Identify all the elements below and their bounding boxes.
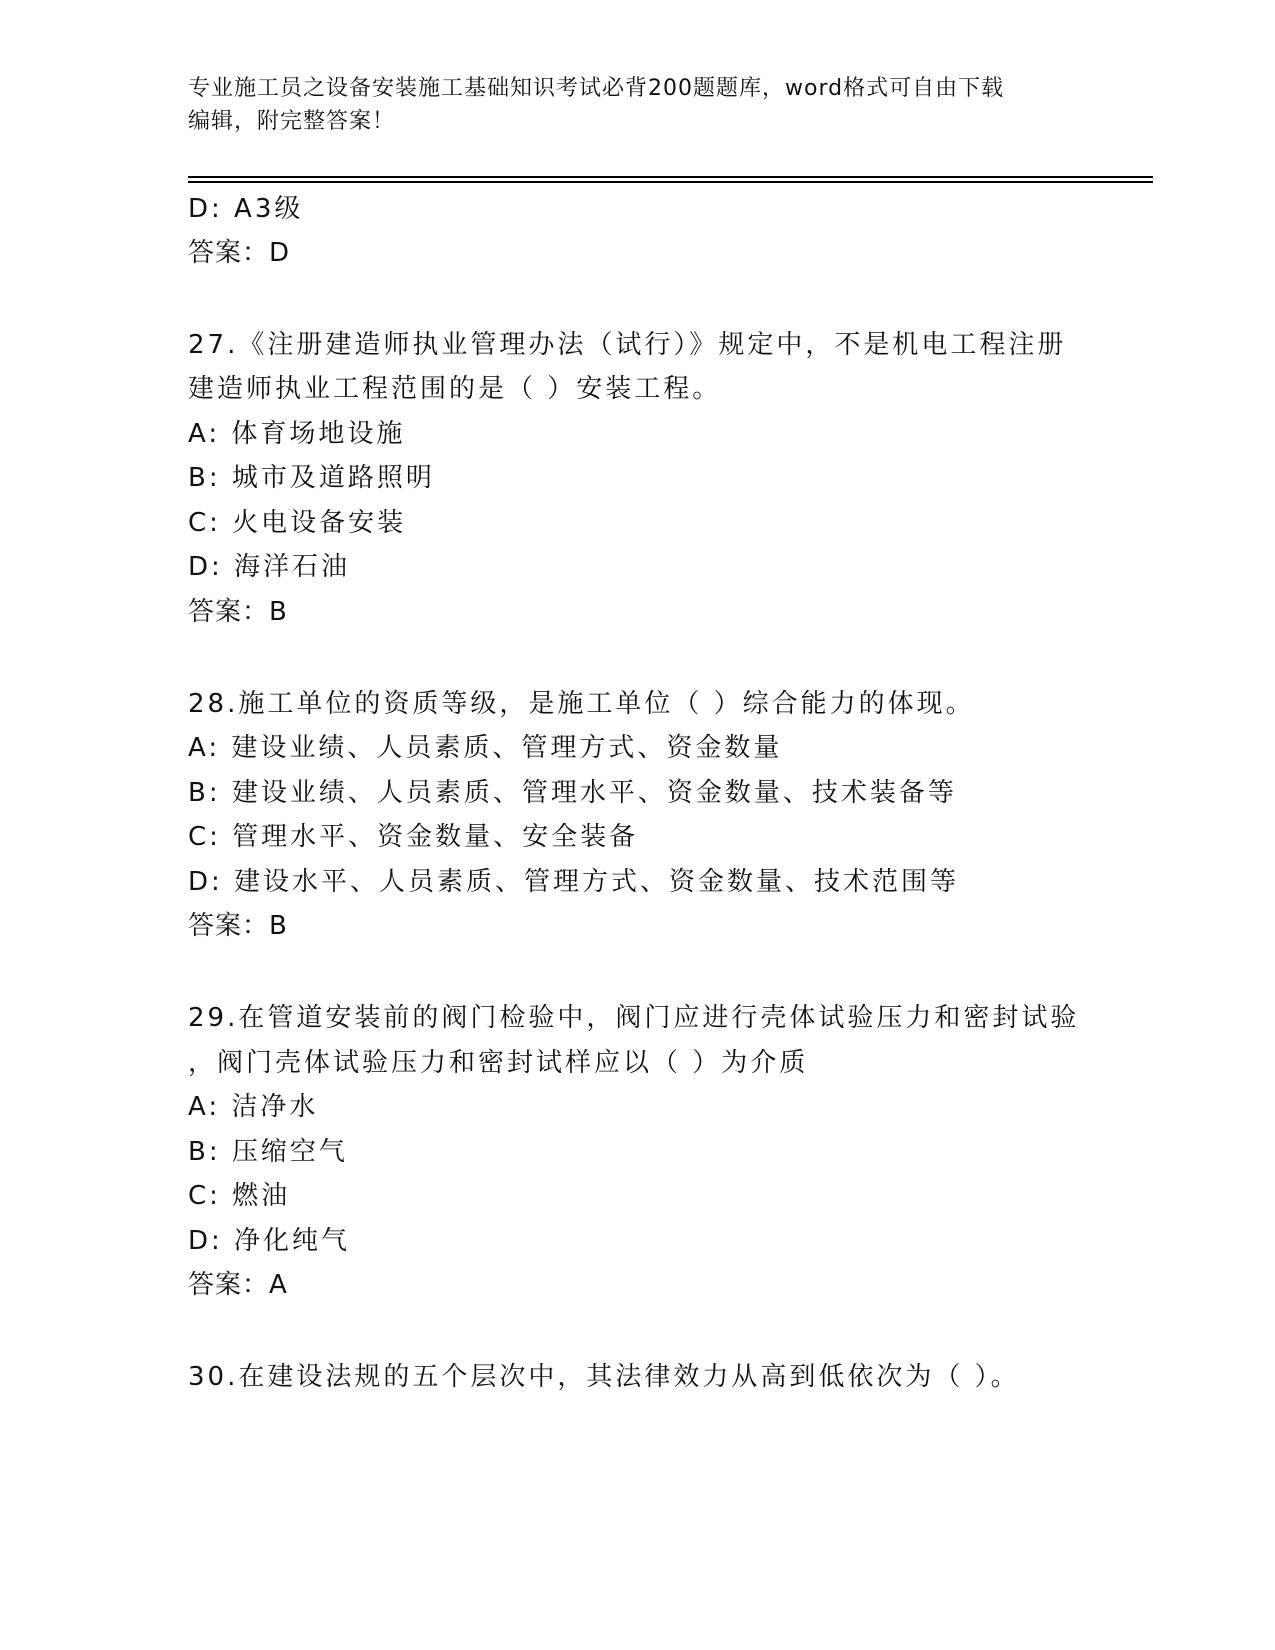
q27-stem-line-2: 建造师执业工程范围的是（ ）安装工程。 xyxy=(188,374,722,404)
q27-option-c: C: 火电设备安装 xyxy=(188,508,407,538)
q28-option-a: A: 建设业绩、人员素质、管理方式、资金数量 xyxy=(188,733,783,763)
q27-option-d: D: 海洋石油 xyxy=(188,552,351,582)
q26-option-d: D: A3级 xyxy=(188,194,304,224)
q29-option-b: B: 压缩空气 xyxy=(188,1137,348,1167)
q29-option-d: D: 净化纯气 xyxy=(188,1226,351,1256)
header-rule-top xyxy=(188,176,1153,178)
document-header xyxy=(188,72,1068,138)
q26-answer: 答案：D xyxy=(188,238,291,268)
q28-option-c: C: 管理水平、资金数量、安全装备 xyxy=(188,822,639,852)
q29-option-c: C: 燃油 xyxy=(188,1181,291,1211)
q28-option-d: D: 建设水平、人员素质、管理方式、资金数量、技术范围等 xyxy=(188,867,960,897)
q30-stem-line-1: 30.在建设法规的五个层次中，其法律效力从高到低依次为（ ）。 xyxy=(188,1362,1020,1392)
q28-stem-line-1: 28.施工单位的资质等级，是施工单位（ ）综合能力的体现。 xyxy=(188,689,975,719)
header-rule-bottom xyxy=(188,181,1153,183)
q27-option-b: B: 城市及道路照明 xyxy=(188,463,435,493)
q28-answer: 答案：B xyxy=(188,911,288,941)
q27-option-a: A: 体育场地设施 xyxy=(188,419,406,449)
q27-stem-line-1: 27.《注册建造师执业管理办法（试行）》规定中，不是机电工程注册 xyxy=(188,330,1067,360)
header-line-2: 编辑，附完整答案！ xyxy=(188,109,396,134)
q27-answer: 答案：B xyxy=(188,597,288,627)
header-line-1: 专业施工员之设备安装施工基础知识考试必背200题题库，word格式可自由下载 xyxy=(188,76,1005,101)
q29-stem-line-1: 29.在管道安装前的阀门检验中，阀门应进行壳体试验压力和密封试验 xyxy=(188,1003,1080,1033)
q29-stem-line-2: ，阀门壳体试验压力和密封试样应以（ ）为介质 xyxy=(188,1048,809,1078)
q29-answer: 答案：A xyxy=(188,1270,288,1300)
q29-option-a: A: 洁净水 xyxy=(188,1092,319,1122)
q28-option-b: B: 建设业绩、人员素质、管理水平、资金数量、技术装备等 xyxy=(188,778,957,808)
